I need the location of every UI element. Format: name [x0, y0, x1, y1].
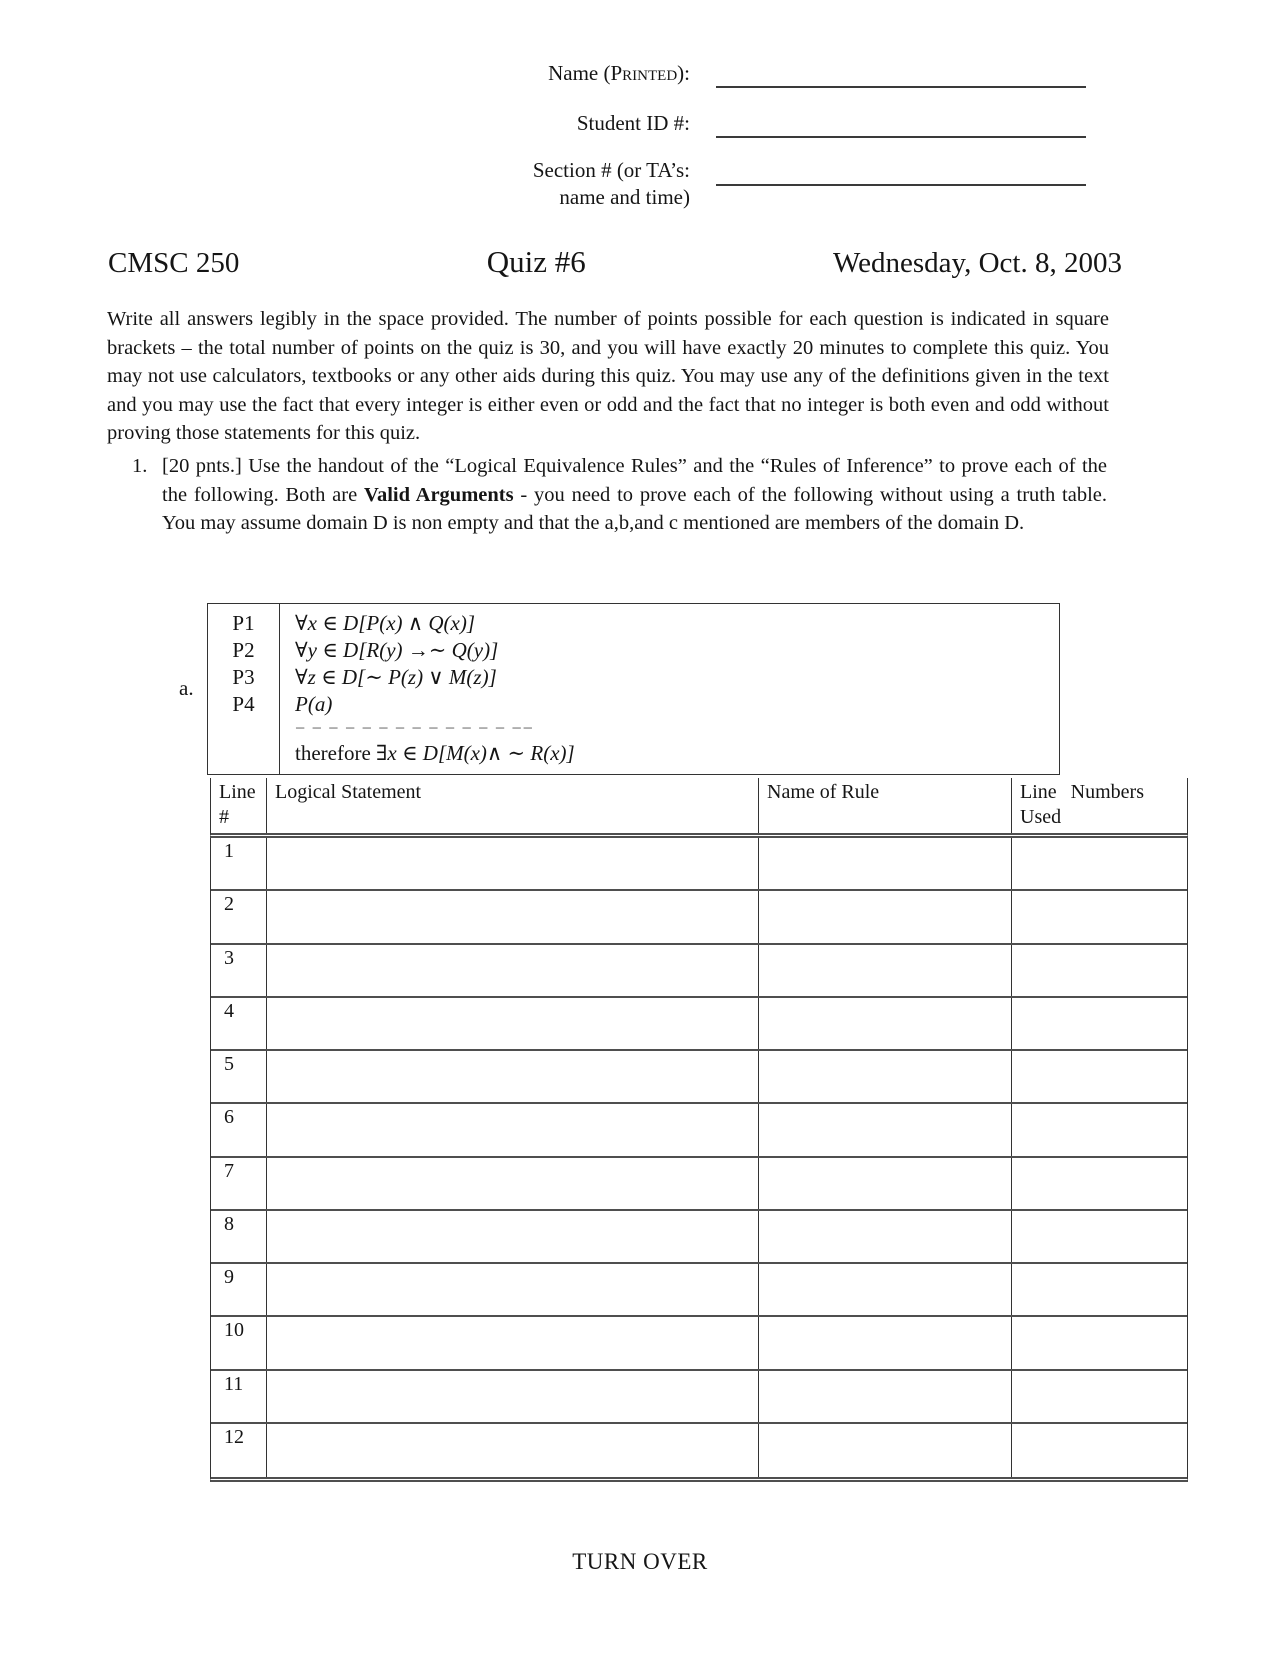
name-blank-line [716, 86, 1086, 88]
table-row [211, 998, 1187, 1051]
statement-cell [266, 1104, 758, 1155]
row-number: 1 [224, 840, 234, 862]
header-name-of-rule: Name of Rule [758, 778, 1011, 833]
premise-id: P2 [232, 638, 255, 662]
table-row [211, 1211, 1187, 1264]
row-number: 10 [224, 1319, 244, 1342]
rule-cell [758, 1051, 1011, 1102]
question-1-text-pre: [20 pnts.] Use the handout of the “Logical Equivalence Rules” and the “Rules of Inference” to prove each of the the following. Both are [162, 455, 1107, 506]
statement-cell [266, 998, 758, 1049]
statement-cell [266, 1317, 758, 1368]
proof-table-body [210, 838, 1188, 1482]
premise-id: P1 [232, 611, 255, 635]
header-used: Used [1020, 806, 1062, 828]
table-row [211, 1371, 1187, 1424]
lines-used-cell [1011, 1158, 1189, 1209]
question-1-bold: Valid Arguments [364, 483, 514, 506]
premise-formula: ∀y ∈ D[R(y) →∼ Q(y)] [295, 638, 499, 662]
rule-cell [758, 891, 1011, 942]
row-number: 5 [224, 1053, 234, 1075]
rule-cell [758, 945, 1011, 996]
lines-used-cell [1011, 1211, 1189, 1262]
table-row [211, 1424, 1187, 1477]
row-number: 6 [224, 1106, 234, 1129]
table-row [211, 1317, 1187, 1370]
student-id-field-label: Student ID #: [576, 111, 690, 135]
name-label-suffix: ): [677, 61, 690, 85]
name-field-label [300, 60, 690, 87]
name-label-prefix: Name ( [548, 61, 611, 85]
header-line-numbers-used [1011, 778, 1189, 833]
premise-formula-column [280, 604, 1059, 774]
row-number: 3 [224, 946, 234, 969]
table-row [211, 1158, 1187, 1211]
lines-used-cell [1011, 1104, 1189, 1155]
quiz-title: Quiz #6 [486, 244, 586, 279]
header-logical-statement: Logical Statement [266, 778, 758, 833]
premise-id-column [208, 604, 280, 774]
lines-used-cell [1011, 891, 1189, 942]
conclusion-formula: ∃x ∈ D[M(x)∧ ∼ R(x)] [376, 741, 575, 765]
row-number: 12 [224, 1425, 244, 1448]
argument-box [207, 603, 1060, 775]
header-hash: # [219, 806, 229, 828]
premise-id: P3 [232, 665, 255, 689]
section-field-label [300, 157, 690, 211]
row-number: 2 [224, 893, 234, 916]
table-row [211, 1264, 1187, 1317]
statement-cell [266, 1158, 758, 1209]
title-row [108, 244, 1122, 280]
table-row [211, 945, 1187, 998]
statement-cell [266, 1264, 758, 1315]
name-label-smallcaps: Printed [610, 61, 678, 85]
premise-conclusion-separator: − − − − − − − − − − − − − −− [295, 718, 534, 738]
statement-cell [266, 891, 758, 942]
lines-used-cell [1011, 1371, 1189, 1422]
rule-cell [758, 1264, 1011, 1315]
table-row [211, 1104, 1187, 1157]
lines-used-cell [1011, 1424, 1189, 1477]
therefore-word: therefore [295, 741, 377, 765]
premise-id: P4 [232, 692, 255, 716]
statement-cell [266, 1211, 758, 1262]
header-line-word: Line [219, 781, 256, 803]
course-title: CMSC 250 [108, 247, 240, 279]
proof-table-header [210, 778, 1188, 838]
premise-formula: ∀z ∈ D[∼ P(z) ∨ M(z)] [295, 665, 497, 689]
turn-over-note: TURN OVER [572, 1549, 708, 1574]
rule-cell [758, 1211, 1011, 1262]
header-line-number [211, 778, 266, 833]
premise-formula: P(a) [295, 692, 333, 716]
question-1 [132, 452, 1107, 538]
table-row [211, 1051, 1187, 1104]
table-row [211, 838, 1187, 891]
rule-cell [758, 1371, 1011, 1422]
section-label-line1: Section # (or TA’s: [532, 158, 690, 182]
rule-cell [758, 998, 1011, 1049]
lines-used-cell [1011, 1264, 1189, 1315]
row-number: 7 [224, 1159, 234, 1182]
student-id-blank-line [716, 136, 1086, 138]
statement-cell [266, 838, 758, 889]
lines-used-cell [1011, 838, 1189, 889]
rule-cell [758, 1158, 1011, 1209]
lines-used-cell [1011, 1317, 1189, 1368]
proof-table [210, 778, 1188, 1482]
rule-cell [758, 1424, 1011, 1477]
row-number: 4 [224, 999, 234, 1022]
conclusion-line [295, 739, 1059, 767]
instructions-paragraph: Write all answers legibly in the space provided. The number of points possible for each question is indicated in square brackets – the total number of points on the quiz is 30, and you will have exactly 20 minutes to complete this quiz. You may not use calculators, textbooks or any other aids during this quiz. You may use any of the definitions given in the text and you may use the fact that every integer is either even or odd and the fact that no integer is both even and odd without proving those statements for this quiz. [107, 308, 1109, 445]
row-number: 8 [224, 1212, 234, 1235]
question-1-text-post: - you need to prove each of the following without using a truth table. You may assume domain D is non empty and that the a,b,and c mentioned are members of the domain D. [162, 483, 1107, 535]
lines-used-cell [1011, 998, 1189, 1049]
rule-cell [758, 1317, 1011, 1368]
lines-used-cell [1011, 945, 1189, 996]
premise-formula: ∀x ∈ D[P(x) ∧ Q(x)] [295, 611, 476, 635]
statement-cell [266, 1051, 758, 1102]
header-line-numbers: Line Numbers [1020, 781, 1144, 803]
row-number: 11 [224, 1372, 244, 1395]
lines-used-cell [1011, 1051, 1189, 1102]
row-number: 9 [224, 1266, 234, 1288]
statement-cell [266, 1371, 758, 1422]
part-a-label: a. [179, 676, 194, 700]
question-1-marker: 1. [132, 455, 148, 477]
rule-cell [758, 838, 1011, 889]
quiz-date: Wednesday, Oct. 8, 2003 [833, 247, 1122, 279]
statement-cell [266, 1424, 758, 1477]
rule-cell [758, 1104, 1011, 1155]
section-label-line2: name and time) [559, 185, 690, 209]
statement-cell [266, 945, 758, 996]
table-row [211, 891, 1187, 944]
section-blank-line [716, 184, 1086, 186]
